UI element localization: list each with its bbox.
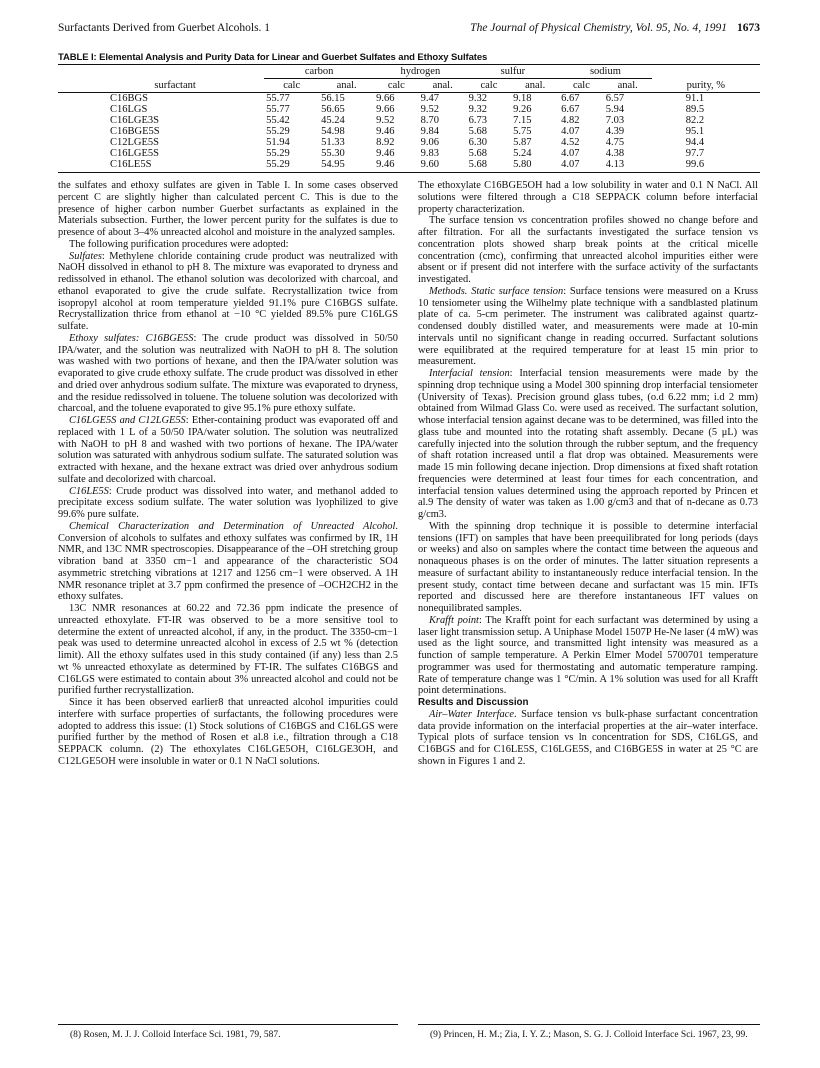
run-in-heading: Sulfates	[69, 250, 102, 262]
group-carbon: carbon	[264, 65, 374, 79]
table-cell: 55.29	[266, 126, 290, 137]
paragraph-text: : Methylene chloride containing crude product was neutralized with NaOH dissolved in ethanol to pH 8. The mixture was evaporated to dryness and redissolved in ethanol. The ethanol solution was decolorized with charcoal, and ethanol evaporated to give the crude sulfate. Recrystallization twice from isopropyl alcohol at room temperature yielded 91.1% pure C16BGS sulfate. Recrystallization thrice from ethanol at −10 °C yielded 89.5% pure C16LGS sulfate.	[58, 250, 398, 332]
table-row	[58, 115, 760, 126]
table-cell: 5.68	[468, 148, 488, 159]
run-in-heading: C16LGE5S and C12LGE5S	[69, 415, 186, 426]
col-anal: anal.	[419, 79, 467, 93]
table-cell: 97.7	[685, 148, 705, 159]
table-cell: 4.39	[605, 126, 625, 137]
table-cell: 4.52	[561, 137, 580, 148]
table-caption: TABLE I: Elemental Analysis and Purity Data for Linear and Guerbet Sulfates and Ethoxy Sulfates	[58, 52, 488, 63]
table-cell: 4.82	[561, 115, 580, 126]
table-cell: 6.57	[605, 93, 625, 104]
table-cell: 4.38	[605, 148, 625, 159]
table-cell: 55.77	[266, 93, 290, 104]
run-in-heading: Air–Water Interface	[429, 708, 514, 720]
section-heading: Results and Discussion	[418, 697, 529, 708]
table-cell: 9.84	[420, 126, 440, 137]
paragraph	[418, 709, 758, 768]
table-body	[58, 93, 760, 173]
table-cell: 4.07	[561, 126, 580, 137]
table-row	[58, 148, 760, 159]
footnote-rule	[418, 1024, 760, 1025]
table-cell: 9.32	[468, 93, 488, 104]
table-cell: 9.52	[376, 115, 395, 126]
table-cell: 91.1	[685, 93, 705, 104]
surfactant-name: C16BGE5S	[110, 126, 160, 137]
paragraph	[58, 486, 398, 521]
table-cell: 9.46	[376, 148, 395, 159]
table-cell: 6.30	[468, 137, 488, 148]
table-cell: 55.29	[266, 148, 290, 159]
footnote-8: (8) Rosen, M. J. J. Colloid Interface Sci. 1981, 79, 587.	[70, 1030, 281, 1040]
table-cell: 55.29	[264, 159, 319, 173]
col-purity: purity, %	[652, 79, 760, 93]
table-cell: 6.67	[561, 93, 580, 104]
table-cell: 9.46	[376, 126, 395, 137]
journal-name: The Journal of Physical Chemistry, Vol. 95, No. 4, 1991	[470, 22, 727, 34]
paragraph	[418, 368, 758, 521]
table-cell: 54.95	[319, 159, 374, 173]
table-cell: 55.42	[266, 115, 290, 126]
col-surfactant: surfactant	[58, 79, 264, 93]
run-in-heading: Krafft point	[429, 614, 479, 626]
paragraph	[58, 333, 398, 415]
group-sodium: sodium	[559, 65, 652, 79]
table-cell: 9.18	[513, 93, 532, 104]
table-cell: 7.03	[605, 115, 625, 126]
table-row	[58, 104, 760, 115]
paragraph-text: . Conversion of alcohols to sulfates and ethoxy sulfates was confirmed by IR, 1H NMR, and 13C NMR spectroscopies. Disappearance of the –OH stretching group vibration band at 3350 cm−1 and appearance of the characteristic SO4 asymmetric stretching vibrations at 1217 and 1256 cm−1 were observed. A 1H NMR resonance triplet at 3.7 ppm confirmed the presence of –OCH2CH2 in the ethoxy sulfates.	[58, 520, 398, 603]
col-calc: calc	[559, 79, 604, 93]
table-cell: 51.33	[321, 137, 345, 148]
col-calc: calc	[264, 79, 319, 93]
table-row	[58, 126, 760, 137]
page-number: 1673	[737, 22, 760, 34]
paragraph	[58, 521, 398, 603]
table-cell: 45.24	[321, 115, 345, 126]
paragraph: With the spinning drop technique it is possible to determine interfacial tensions (IFT) on samples that have been preequilibrated for long periods (days or weeks) and also on samples where the contact time between the aqueous and nonaqueous phases is on the order of minutes. The latter situation represents a measure of surfactant ability to instantaneously reduce interfacial tension. In the present study, contact time between decane and surfactant was 15 min. IFTs reported and discussed here are therefore instantaneous IFT values on nonequilibrated samples.	[418, 520, 758, 614]
table-cell: 5.68	[468, 126, 488, 137]
col-calc: calc	[467, 79, 512, 93]
run-in-heading: Chemical Characterization and Determination of Unreacted Alcohol	[69, 520, 396, 532]
col-anal: anal.	[319, 79, 374, 93]
table-cell: 99.6	[652, 159, 760, 173]
table-row	[58, 137, 760, 148]
table-cell: 5.24	[513, 148, 532, 159]
surfactant-name: C12LGE5S	[110, 137, 160, 148]
paragraph-text: : The crude product was dissolved in 50/50 IPA/water, and the solution was neutralized with NaOH to pH 8. The solution was washed with two portions of hexane, and then the IPA/water solution was evaporated to give crude ethoxy sulfate. The crude product was dissolved in ether and dried over anhydrous sodium sulfate. The mixture was evaporated to dryness, and the residue redissolved in toluene. The toluene solution was decolorized with charcoal, and the toluene evaporated to give 95.1% pure ethoxy sulfate.	[58, 332, 399, 415]
table-cell: 9.32	[468, 104, 488, 115]
table-cell: 9.47	[420, 93, 440, 104]
table-cell: 9.46	[374, 159, 419, 173]
table-cell: 6.67	[561, 104, 580, 115]
table-cell: 56.65	[321, 104, 345, 115]
table-cell: 4.07	[561, 148, 580, 159]
table-cell: 9.60	[419, 159, 467, 173]
table-cell: 6.73	[468, 115, 488, 126]
group-hydrogen: hydrogen	[374, 65, 467, 79]
run-in-heading: Ethoxy sulfates: C16BGE5S	[69, 332, 194, 344]
paragraph: Since it has been observed earlier8 that unreacted alcohol impurities could interfere with surface properties of surfactants, the following procedures were adopted to address this issue: (1) Stock solutions of C16BGS and C16LGS were purified further by the method of Rosen et al.8 i.e., filtration through a C18 SEPPACK column. (2) The ethoxylates C16LGE5OH, C16LGE3OH, and C12LGE5OH were insoluble in water or 0.1 N NaCl solutions.	[58, 697, 398, 767]
paragraph: 13C NMR resonances at 60.22 and 72.36 ppm indicate the presence of unreacted ethoxylate. FT-IR was observed to be a more sensitive tool to determine the extent of unreacted alcohol, if any, in the product. The 3350-cm−1 peak was used to determine unreacted alcohol in excess of 2.5 wt % (detection limit). All the ethoxy sulfates used in this study contained (if any) less than 2.5 wt % unreacted ethoxylate as determined by FT-IR. The sulfates C16BGS and C16LGS were estimated to contain about 3% unreacted alcohol and could not be purified further recrystallization.	[58, 603, 398, 697]
paragraph	[58, 251, 398, 333]
table-cell: 9.66	[376, 104, 395, 115]
right-column	[418, 180, 758, 768]
paragraph-text: : Surface tensions were measured on a Kruss 10 tensiometer using the Wilhelmy plate technique with a sandblasted platinum plate of ca. 5-cm perimeter. The instrument was calibrated against quartz-condensed doubly distilled water, and measurements were made at 10-min intervals until no significant change in reading occurred. Surfactant solutions were equilibrated at the required temperature for at least 15 min prior to measurement.	[418, 285, 759, 368]
left-column	[58, 180, 398, 768]
table-cell: 8.92	[376, 137, 395, 148]
surfactant-name: C16BGS	[110, 93, 148, 104]
table-cell: 5.75	[513, 126, 532, 137]
table-cell: 9.83	[420, 148, 440, 159]
paragraph-text: : Ether-containing product was evaporated off and replaced with 1 L of a 50/50 IPA/water solution. The solution was neutralized with NaOH to pH 8 and washed with two portions of hexane. The IPA/water solution was saturated with anhydrous sodium sulfate. The saturated solution was extracted with hexane, and the hexane extract was dried over anhydrous sodium sulfate and decolorized with charcoal.	[58, 415, 398, 485]
table-cell: 4.75	[605, 137, 625, 148]
elemental-analysis-table	[58, 64, 760, 173]
group-sulfur: sulfur	[467, 65, 560, 79]
table-cell: 7.15	[513, 115, 532, 126]
footnote-rule	[58, 1024, 398, 1025]
table-cell: 55.77	[266, 104, 290, 115]
run-in-heading: Methods. Static surface tension	[429, 285, 564, 297]
table-cell: 89.5	[685, 104, 705, 115]
paragraph	[418, 615, 758, 697]
journal-citation	[470, 22, 760, 34]
paragraph-text: . Surface tension vs bulk-phase surfactant concentration data provide information on the interfacial properties at the air–water interface. Typical plots of surface tension vs ln concentration for SDS, C16LGS, and C16BGS and for C16LE5S, C16LGE5S, and C16BGE5S in water at 25 °C are shown in Figures 1 and 2.	[418, 708, 758, 767]
run-in-heading: Interfacial tension	[429, 368, 510, 379]
table-cell: 82.2	[685, 115, 705, 126]
run-in-heading: C16LE5S	[69, 485, 109, 497]
col-anal: anal.	[604, 79, 652, 93]
table-cell: 5.68	[467, 159, 512, 173]
table-cell: 51.94	[266, 137, 290, 148]
paragraph: the sulfates and ethoxy sulfates are given in Table I. In some cases observed percent C are slightly higher than calculated percent C. This is due to the presence of higher carbon number Guerbet surfactants as explained in the Materials subsection. Further, the lower percent purity for the sulfates is due to presence of about 3–4% unreacted alcohol and moisture in the analyzed samples.	[58, 180, 398, 238]
table-cell: 9.06	[420, 137, 440, 148]
table-cell: 56.15	[321, 93, 345, 104]
table-row	[58, 93, 760, 105]
table-cell: 54.98	[321, 126, 345, 137]
table-cell: 94.4	[685, 137, 705, 148]
table-group-header-row	[58, 65, 760, 79]
table-cell: 5.94	[605, 104, 625, 115]
table-row	[58, 159, 760, 173]
running-header	[58, 22, 760, 38]
table-cell: 9.66	[376, 93, 395, 104]
paragraph: The ethoxylate C16BGE5OH had a low solubility in water and 0.1 N NaCl. All solutions were filtered through a C18 SEPPACK column before interfacial property characterization.	[418, 180, 758, 215]
table-cell: 9.52	[420, 104, 440, 115]
table-cell: 5.87	[513, 137, 532, 148]
table-subheader-row	[58, 79, 760, 93]
surfactant-name: C16LGS	[110, 104, 148, 115]
surfactant-name: C16LGE3S	[110, 115, 160, 126]
table-cell: 8.70	[420, 115, 440, 126]
surfactant-name: C16LE5S	[58, 159, 264, 173]
footnote-9: (9) Princen, H. M.; Zia, I. Y. Z.; Mason, S. G. J. Colloid Interface Sci. 1967, 23, 99.	[430, 1030, 748, 1040]
table-cell: 4.13	[604, 159, 652, 173]
paragraph: The surface tension vs concentration profiles showed no change before and after filtration. For all the surfactants investigated the surface tension vs concentration plots showed sharp break points at the critical micelle concentration (cmc), confirming that unreacted alcohol impurities either were absent or if present did not interfere with the surface activity of the surfactants investigated.	[418, 215, 758, 285]
paragraph	[418, 286, 758, 368]
paragraph: The following purification procedures were adopted:	[69, 238, 289, 250]
running-title: Surfactants Derived from Guerbet Alcohols. 1	[58, 22, 271, 34]
col-calc: calc	[374, 79, 419, 93]
paragraph-text: : The Krafft point for each surfactant was determined by using a laser light transmission setup. A Uniphase Model 1507P He-Ne laser (4 mW) was used as the light source, and transmitted light intensity was measured as a function of sample temperature. A Perkin Elmer Model 5700701 temperature programmer was used for thermostating and automatic temperature ramping. Rate of temperature change was 1 °C/min. A 1% solution was used for all Krafft point determinations.	[418, 614, 758, 697]
table-cell: 9.26	[513, 104, 532, 115]
surfactant-name: C16LGE5S	[110, 148, 160, 159]
paragraph-text: : Interfacial tension measurements were made by the spinning drop technique using a Model 300 spinning drop interfacial tensiometer (University of Texas). Precision ground glass tubes, (o.d 6.22 mm; i.d 2 mm) obtained from Wilmad Glass Co. were used as received. The surfactant solution, whose interfacial tension against decane was to be determined, was filled into the glass tube and mounted into the rotating shaft assembly. Decane (5 μL) was carefully injected into the solution through the rubber septum, and the frequency of shaft rotation increased until a flat drop was obtained. Measurements were made 15 min following decane injection. Drop dimensions at fixed shaft rotation frequencies were determined at least four times for each concentration, and interfacial tension values determined using the approach reported by Princen et al.9 The density of water was taken as 1.00 g/cm3 and that of n-decane as 0.73 g/cm3.	[418, 368, 758, 520]
col-anal: anal.	[511, 79, 559, 93]
table-cell: 95.1	[685, 126, 705, 137]
paragraph-text: : Crude product was dissolved into water, and methanol added to precipitate excess sodium sulfate. The water solution was lyophilized to give 99.6% pure sulfate.	[58, 485, 398, 520]
table-cell: 55.30	[321, 148, 345, 159]
table-cell: 5.80	[511, 159, 559, 173]
paragraph	[58, 415, 398, 486]
table-cell: 4.07	[559, 159, 604, 173]
